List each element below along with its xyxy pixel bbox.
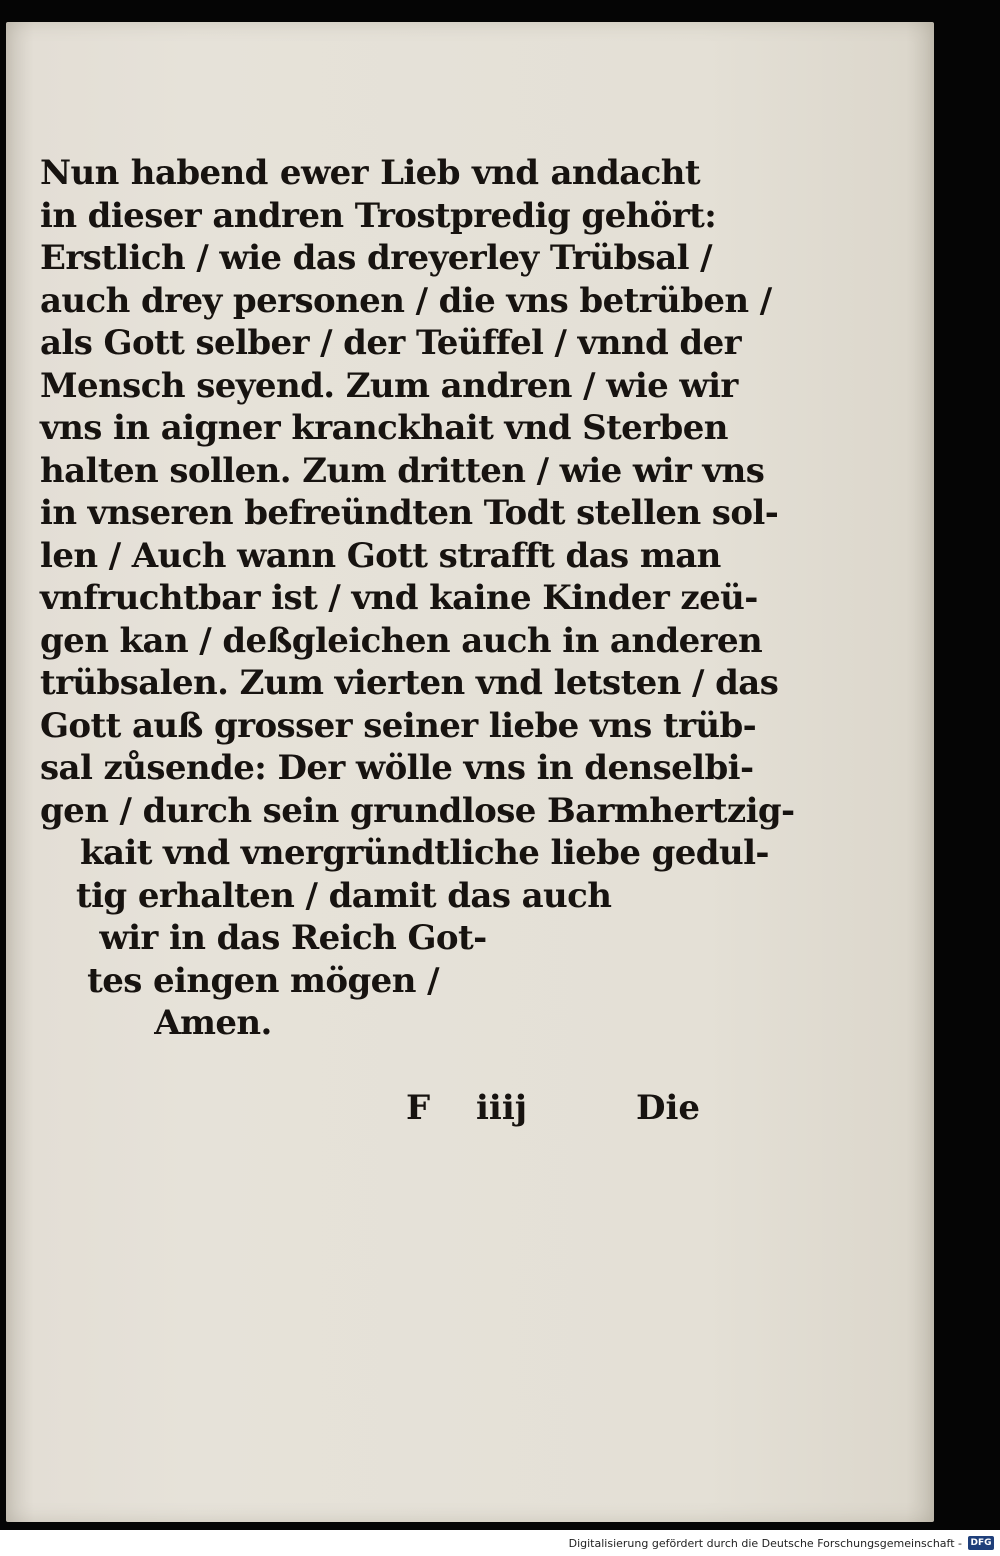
- text-line: als Gott selber / der Teüffel / vnnd der: [40, 323, 741, 363]
- text-line: trübsalen. Zum vierten vnd letsten / das: [40, 663, 779, 703]
- credit-bar: [0, 1530, 1000, 1556]
- text-line: gen / durch sein grundlose Barmhertzig-: [40, 790, 795, 831]
- text-line: Nun habend ewer Lieb vnd andacht: [40, 153, 700, 193]
- text-line: tes eingen mögen /: [87, 960, 439, 1001]
- text-line: wir in das Reich Got-: [99, 918, 487, 958]
- text-line: gen kan / deßgleichen auch in anderen: [40, 620, 763, 661]
- dfg-logo: DFG: [968, 1536, 994, 1550]
- text-line: Gott auß grosser seiner liebe vns trüb-: [40, 705, 757, 746]
- funding-credit: Digitalisierung gefördert durch die Deutsche Forschungsgemeinschaft -: [568, 1537, 962, 1550]
- text-line: vnfruchtbar ist / vnd kaine Kinder zeü-: [40, 578, 758, 618]
- text-line: Mensch seyend. Zum andren / wie wir: [40, 365, 738, 406]
- main-text-block: [40, 152, 795, 1045]
- text-line: in vnseren befreündten Todt stellen sol-: [40, 493, 779, 533]
- signature-mark: F: [406, 1088, 431, 1128]
- text-line: auch drey personen / die vns betrüben /: [40, 280, 772, 321]
- text-line: halten sollen. Zum dritten / wie wir vns: [40, 450, 765, 491]
- catchword: Die: [635, 1088, 700, 1128]
- text-line: len / Auch wann Gott strafft das man: [40, 535, 721, 576]
- book-page: [6, 22, 934, 1522]
- text-line: in dieser andren Trostpredig gehört:: [40, 195, 717, 236]
- page-footer-line: [406, 1088, 700, 1136]
- text-line: Erstlich / wie das dreyerley Trübsal /: [40, 238, 712, 278]
- text-line: kait vnd vnergründtliche liebe gedul-: [80, 833, 769, 873]
- text-line: tig erhalten / damit das auch: [76, 875, 612, 916]
- text-line: Amen.: [154, 1003, 272, 1043]
- text-line: sal zůsende: Der wölle vns in denselbi-: [40, 748, 754, 788]
- folio-number: iiij: [476, 1088, 528, 1128]
- text-line: vns in aigner kranckhait vnd Sterben: [40, 408, 728, 448]
